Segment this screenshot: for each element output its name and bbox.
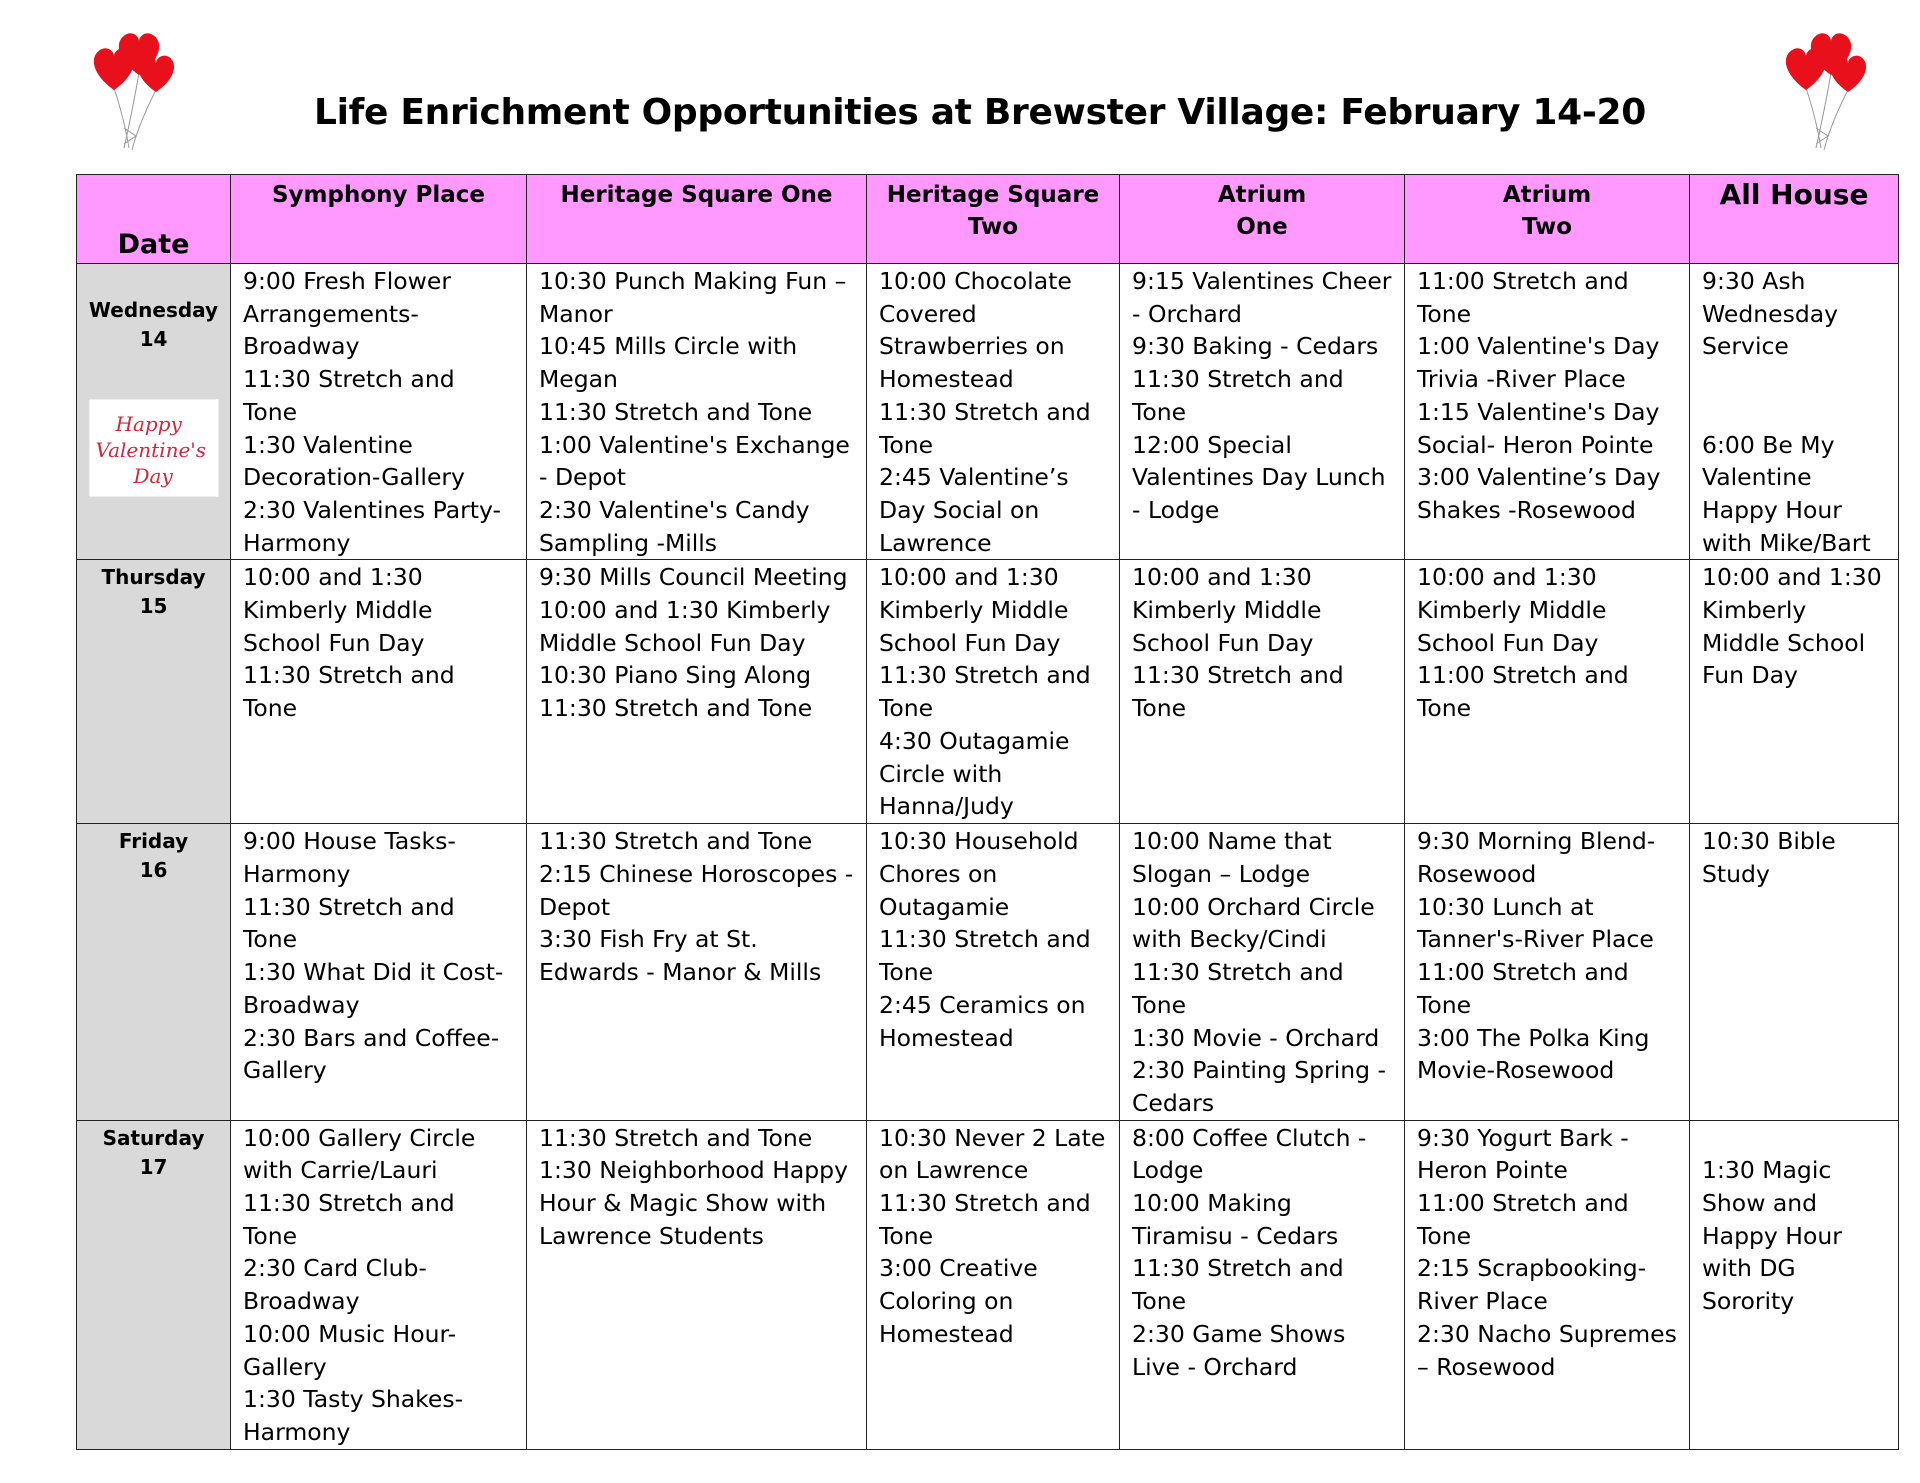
events-heritage-square-two: 10:00 and 1:30 Kimberly Middle School Fun Day 11:30 Stretch and Tone 4:30 Outagamie Circle with Hanna/Judy xyxy=(867,560,1120,824)
valentine-card-line3: Day xyxy=(133,464,173,488)
table-row xyxy=(77,264,1899,560)
events-atrium-two: 9:30 Morning Blend-Rosewood 10:30 Lunch at Tanner's-River Place 11:00 Stretch and Tone 3:00 The Polka King Movie-Rosewood xyxy=(1405,824,1690,1120)
events-heritage-square-two: 10:30 Household Chores on Outagamie 11:30 Stretch and Tone 2:45 Ceramics on Homestead xyxy=(867,824,1120,1120)
events-atrium-two: 11:00 Stretch and Tone 1:00 Valentine's Day Trivia -River Place 1:15 Valentine's Day Social- Heron Pointe 3:00 Valentine’s Day Shakes -Rosewood xyxy=(1405,264,1690,560)
events-all-house: 10:30 Bible Study xyxy=(1690,824,1899,1120)
col-header-atrium-one: Atrium One xyxy=(1120,175,1405,264)
col-header-all-house: All House xyxy=(1690,175,1899,264)
events-atrium-one: 10:00 and 1:30 Kimberly Middle School Fun Day 11:30 Stretch and Tone xyxy=(1120,560,1405,824)
events-heritage-square-two: 10:30 Never 2 Late on Lawrence 11:30 Stretch and Tone 3:00 Creative Coloring on Homestead xyxy=(867,1120,1120,1449)
events-atrium-one: 9:15 Valentines Cheer - Orchard 9:30 Baking - Cedars 11:30 Stretch and Tone 12:00 Special Valentines Day Lunch - Lodge xyxy=(1120,264,1405,560)
header-row xyxy=(77,175,1899,264)
events-heritage-square-one: 11:30 Stretch and Tone 1:30 Neighborhood Happy Hour & Magic Show with Lawrence Students xyxy=(527,1120,867,1449)
valentines-day-image xyxy=(89,399,219,497)
events-all-house: 1:30 Magic Show and Happy Hour with DG Sorority xyxy=(1690,1120,1899,1449)
events-all-house: 9:30 Ash Wednesday Service 6:00 Be My Valentine Happy Hour with Mike/Bart xyxy=(1690,264,1899,560)
events-heritage-square-one: 9:30 Mills Council Meeting 10:00 and 1:30 Kimberly Middle School Fun Day 10:30 Piano Sing Along 11:30 Stretch and Tone xyxy=(527,560,867,824)
date-label: Wednesday 14 xyxy=(88,298,219,351)
events-symphony-place: 9:00 House Tasks-Harmony 11:30 Stretch and Tone 1:30 What Did it Cost-Broadway 2:30 Bars and Coffee-Gallery xyxy=(231,824,527,1120)
valentine-card-line1: Happy xyxy=(115,412,182,436)
col-header-heritage-square-two: Heritage Square Two xyxy=(867,175,1120,264)
events-symphony-place: 9:00 Fresh Flower Arrangements-Broadway 11:30 Stretch and Tone 1:30 Valentine Decoration-Gallery 2:30 Valentines Party-Harmony xyxy=(231,264,527,560)
events-symphony-place: 10:00 Gallery Circle with Carrie/Lauri 11:30 Stretch and Tone 2:30 Card Club-Broadway 10:00 Music Hour-Gallery 1:30 Tasty Shakes-Harmony xyxy=(231,1120,527,1449)
valentine-card-line2: Valentine's xyxy=(95,438,207,462)
col-header-symphony-place: Symphony Place xyxy=(231,175,527,264)
date-cell: Saturday 17 xyxy=(77,1120,231,1449)
table-row xyxy=(77,824,1899,1120)
date-cell: Friday 16 xyxy=(77,824,231,1120)
col-header-atrium-two: Atrium Two xyxy=(1405,175,1690,264)
events-symphony-place: 10:00 and 1:30 Kimberly Middle School Fun Day 11:30 Stretch and Tone xyxy=(231,560,527,824)
page-title: Life Enrichment Opportunities at Brewster Village: February 14-20 xyxy=(313,92,1647,133)
events-atrium-one: 8:00 Coffee Clutch - Lodge 10:00 Making Tiramisu - Cedars 11:30 Stretch and Tone 2:30 Game Shows Live - Orchard xyxy=(1120,1120,1405,1449)
events-atrium-one: 10:00 Name that Slogan – Lodge 10:00 Orchard Circle with Becky/Cindi 11:30 Stretch and Tone 1:30 Movie - Orchard 2:30 Painting Spring - Cedars xyxy=(1120,824,1405,1120)
events-all-house: 10:00 and 1:30 Kimberly Middle School Fun Day xyxy=(1690,560,1899,824)
date-cell xyxy=(77,264,231,560)
table-row xyxy=(77,1120,1899,1449)
date-cell: Thursday 15 xyxy=(77,560,231,824)
events-heritage-square-one: 11:30 Stretch and Tone 2:15 Chinese Horoscopes - Depot 3:30 Fish Fry at St. Edwards - Manor & Mills xyxy=(527,824,867,1120)
events-atrium-two: 9:30 Yogurt Bark - Heron Pointe 11:00 Stretch and Tone 2:15 Scrapbooking-River Place 2:30 Nacho Supremes – Rosewood xyxy=(1405,1120,1690,1449)
events-heritage-square-one: 10:30 Punch Making Fun – Manor 10:45 Mills Circle with Megan 11:30 Stretch and Tone 1:00 Valentine's Exchange - Depot 2:30 Valentine's Candy Sampling -Mills xyxy=(527,264,867,560)
col-header-heritage-square-one: Heritage Square One xyxy=(527,175,867,264)
schedule-table xyxy=(76,174,1899,1450)
events-heritage-square-two: 10:00 Chocolate Covered Strawberries on Homestead 11:30 Stretch and Tone 2:45 Valentine’s Day Social on Lawrence xyxy=(867,264,1120,560)
events-atrium-two: 10:00 and 1:30 Kimberly Middle School Fun Day 11:00 Stretch and Tone xyxy=(1405,560,1690,824)
table-row xyxy=(77,560,1899,824)
col-header-date: Date xyxy=(77,175,231,264)
